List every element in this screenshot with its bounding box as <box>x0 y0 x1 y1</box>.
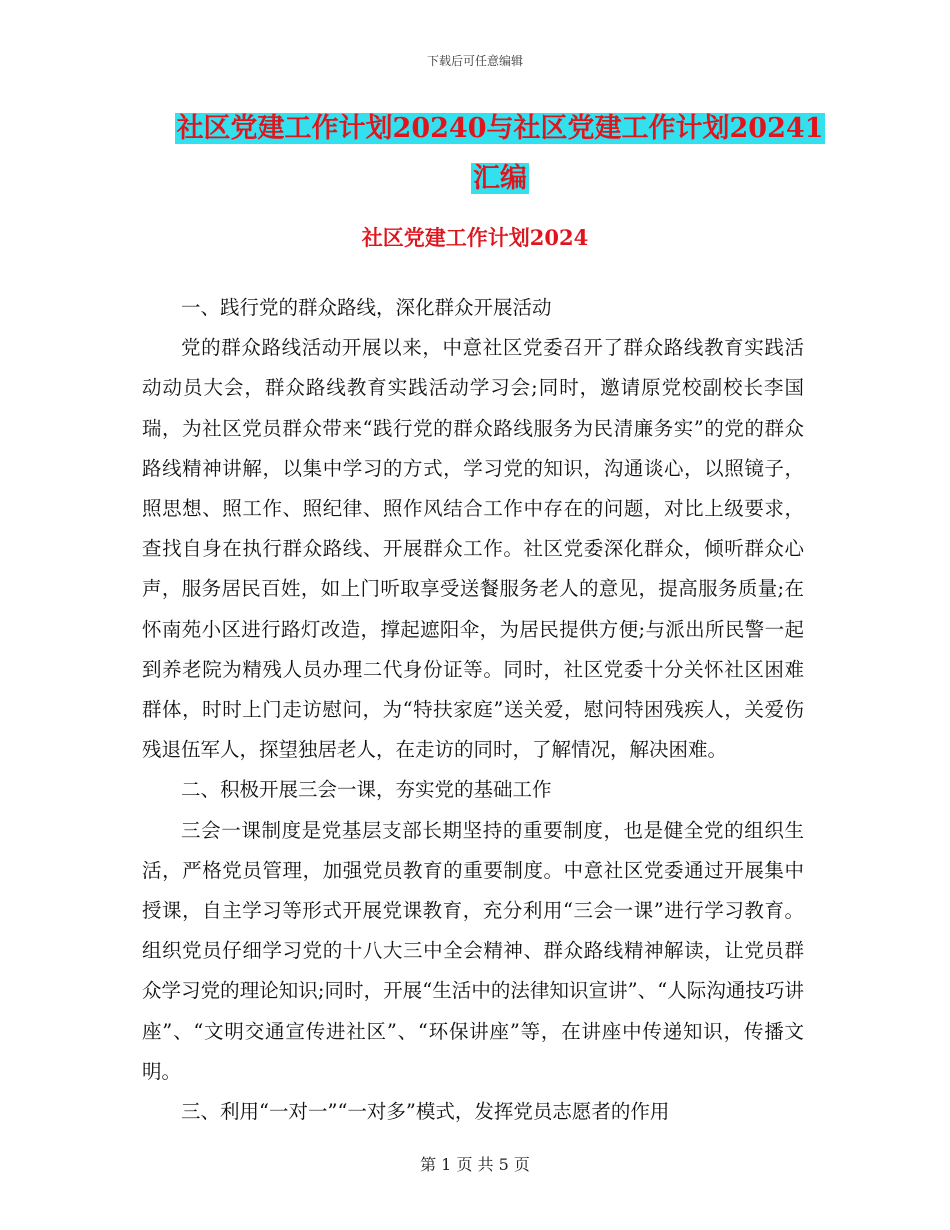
header-note: 下载后可任意编辑 <box>426 54 523 68</box>
page-footer: 第 1 页 共 5 页 <box>420 1155 530 1174</box>
heading-3: 三、利用“一对一”“一对多”模式，发挥党员志愿者的作用 <box>181 1100 670 1124</box>
title-line-2: 汇编 <box>473 163 527 194</box>
document-title <box>150 104 850 204</box>
paragraph-2: 三会一课制度是党基层支部长期坚持的重要制度，也是健全党的组织生活，严格党员管理，加强党员教育的重要制度。中意社区党委通过开展集中授课，自主学习等形式开展党课教育，充分利用“三会一课”进行学习教育。组织党员仔细学习党的十八大三中全会精神、群众路线精神解读，让党员群众学习党的理论知识;同时，开展“生活中的法律知识宣讲”、“人际沟通技巧讲座”、“文明交通宣传进社区”、“环保讲座”等，在讲座中传递知识，传播文明。 <box>142 818 804 1083</box>
document-body <box>142 288 804 1132</box>
heading-1: 一、践行党的群众路线，深化群众开展活动 <box>181 296 552 319</box>
paragraph-1: 党的群众路线活动开展以来，中意社区党委召开了群众路线教育实践活动动员大会，群众路线教育实践活动学习会;同时，邀请原党校副校长李国瑞，为社区党员群众带来“践行党的群众路线服务为民清廉务实”的党的群众路线精神讲解，以集中学习的方式，学习党的知识，沟通谈心，以照镜子，照思想、照工作、照纪律、照作风结合工作中存在的问题，对比上级要求，查找自身在执行群众路线、开展群众工作。社区党委深化群众，倾听群众心声，服务居民百姓，如上门听取享受送餐服务老人的意见，提高服务质量;在怀南苑小区进行路灯改造，撑起遮阳伞，为居民提供方便;与派出所民警一起到养老院为精残人员办理二代身份证等。同时，社区党委十分关怀社区困难群体，时时上门走访慰问，为“特扶家庭”送关爱，慰问特困残疾人，关爱伤残退伍军人，探望独居老人，在走访的同时，了解情况，解决困难。 <box>142 336 804 762</box>
title-line-1: 社区党建工作计划20240与社区党建工作计划20241 <box>176 113 824 144</box>
section-title: 社区党建工作计划2024 <box>361 225 589 250</box>
heading-2: 二、积极开展三会一课，夯实党的基础工作 <box>181 778 552 802</box>
